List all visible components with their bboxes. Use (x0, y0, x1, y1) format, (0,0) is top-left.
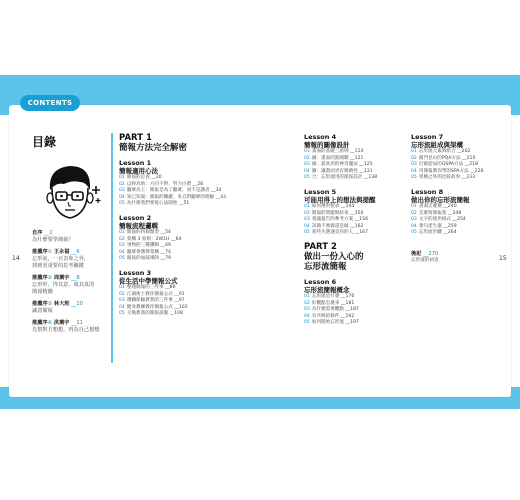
foreword-page: 11 (76, 320, 83, 326)
foreword-page: 6 (76, 249, 80, 255)
lesson-heading[interactable] (304, 188, 404, 204)
toc-entry[interactable]: 03 文字的使用格式 __254 (411, 217, 466, 223)
part-label: PART 2 (304, 241, 337, 252)
toc-entry[interactable]: 03 聽眾為王：簡報是為了聽眾，而不是講者 __34 (119, 188, 222, 194)
toc-entry[interactable]: 04 圖：讓畫面更有吸睛性 __131 (304, 168, 373, 174)
foreword-list (32, 230, 108, 339)
toc-entry[interactable]: 03 會議報告的參考方案 __156 (304, 217, 369, 223)
afterword-page: __270 (423, 250, 439, 257)
toc-entry[interactable]: 04 會句產生器 __259 (411, 223, 457, 229)
part-label: PART 1 (119, 133, 152, 143)
toc-column-3 (411, 133, 506, 265)
toc-entry[interactable]: 02 江湖術士教你簡報公式 __91 (119, 291, 185, 297)
toc-entry[interactable]: 01 忘形流元素與組合 __202 (411, 149, 471, 154)
foreword-preface[interactable]: 自序 __2 為什麼要學簡報？ (32, 230, 108, 244)
toc-entry[interactable]: 02 以終為始：方向不對，努力白費 __28 (119, 181, 204, 187)
toc-entry[interactable]: 01 畫面的基礎三原則 __114 (304, 149, 364, 154)
toc-entry[interactable]: 02 簡報的問題與結束 __150 (304, 210, 364, 216)
lesson-heading[interactable] (304, 133, 404, 149)
lesson-label: Lesson 4 (304, 133, 337, 141)
foreword-label: 自序 (32, 230, 43, 236)
toc-entry[interactable]: 05 為什麼我們要從心法開始 __51 (119, 201, 190, 207)
toc-entry[interactable]: 01 整理簡報的三件事 __86 (119, 284, 176, 290)
toc-entry[interactable]: 03 選購保險教我的三件事 __97 (119, 298, 185, 304)
part-title: 忘形流簡報 (304, 261, 347, 272)
toc-entry[interactable]: 04 健身教練教你簡報公式 __102 (119, 304, 188, 310)
lesson-heading[interactable] (119, 269, 269, 285)
author-illustration-icon (40, 160, 104, 226)
lesson-label: Lesson 5 (304, 187, 337, 196)
toc-entry[interactable]: 03 事物的三種邏輯 __69 (119, 243, 171, 249)
lesson-label: Lesson 7 (411, 133, 444, 141)
toc-entry[interactable]: 05 如何開始忘形流 __197 (304, 320, 359, 326)
lesson-title: 簡報流程邏輯 (119, 221, 158, 230)
lesson-title: 從生活中學簡報公式 (119, 276, 178, 285)
lesson-title: 簡報適用心法 (119, 167, 158, 175)
toc-entry[interactable]: 04 有共鳴的條件 __192 (304, 313, 355, 319)
toc-entry[interactable]: 01 簡報的四個類型 __54 (119, 229, 171, 235)
foreword-sub: 找到更重要的思考關鍵 (32, 263, 84, 269)
lesson-title: 忘形流簡報概念 (304, 285, 350, 294)
foreword-label: 推薦序 (32, 275, 48, 281)
foreword-sub: 先幫對方想想，再為自己想想 (32, 327, 100, 333)
foreword-page: 2 (49, 230, 53, 236)
toc-entry[interactable]: 01 簡報的定義 __20 (119, 175, 162, 180)
toc-entry[interactable]: 02 怎麼寫簡報架 __248 (411, 210, 462, 216)
afterword-label: 後記 (411, 250, 422, 257)
toc-entry[interactable]: 05 架構之外的比較故事 __233 (411, 175, 476, 181)
foreword-sub: 誠意簡報 (32, 308, 53, 314)
toc-entry[interactable]: 04 知己知彼：簡報的關鍵，來自對聽眾的理解 __43 (119, 194, 227, 200)
toc-column-1 (119, 133, 269, 318)
part-title: 做出一份入心的 (304, 251, 364, 262)
toc-entry[interactable]: 05 忘形流步驟 __264 (411, 230, 457, 236)
foreword-person: 周震宇 (53, 275, 70, 281)
toc-column-2 (304, 133, 404, 327)
foreword-person: 林大班 (53, 301, 70, 307)
foreword-page: 10 (76, 301, 83, 307)
foreword-sub: 忘形形，得其意，成其真的 (32, 282, 95, 288)
foreword-sub: 為什麼要學簡報？ (32, 237, 74, 243)
toc-entry[interactable]: 04 該做不要做還是做 __162 (304, 223, 364, 229)
lesson-label: Lesson 8 (411, 187, 444, 196)
toc-entry[interactable]: 01 如何選對製表 __144 (304, 203, 355, 209)
toc-entry[interactable]: 05 簡報的加減乘除 __79 (119, 256, 171, 262)
page-number-right: 15 (499, 255, 507, 262)
toc-entry[interactable]: 01 忘形流是什麼 __176 (304, 293, 355, 299)
toc-title: 目錄 (32, 135, 57, 149)
lesson-heading[interactable] (119, 159, 269, 175)
foreword-person: 洪震宇 (53, 320, 70, 326)
foreword-recommend-1[interactable]: 推薦序① 王永福 __6 忘形流，一百表象之外， 找到更重要的思考關鍵 (32, 249, 108, 270)
foreword-page: 8 (76, 275, 80, 281)
lesson-title: 簡報的圖像設計 (304, 141, 350, 149)
foreword-label: 推薦序 (32, 301, 48, 307)
toc-entry[interactable]: 04 聽眾會選擇架構 __74 (119, 249, 171, 255)
page-number-left: 14 (12, 255, 20, 262)
foreword-person: 王永福 (53, 249, 70, 255)
toc-entry[interactable]: 03 綠：最高用的神奇魔法 __125 (304, 162, 373, 168)
contents-badge: CONTENTS (20, 95, 80, 111)
afterword-sub: 忘形流的初衷 (411, 257, 439, 263)
foreword-sub: 簡報精髓 (32, 289, 53, 295)
foreword-recommend-4[interactable]: 推薦序④ 洪震宇 __11 先幫對方想想，再為自己想想 (32, 320, 108, 334)
foreword-label: 推薦序 (32, 320, 48, 326)
toc-entry[interactable]: 05 合：忘形流用的簡報設計 __138 (304, 175, 378, 181)
column-divider (111, 133, 113, 363)
lesson-heading[interactable] (411, 188, 506, 204)
lesson-label: Lesson 3 (119, 268, 152, 277)
toc-entry[interactable]: 02 開門見山的PQA方法 __210 (411, 155, 476, 161)
toc-entry[interactable]: 02 圖：畫面的點閱數 __121 (304, 155, 364, 161)
toc-entry[interactable]: 02 好觀點怎麼來 __181 (304, 300, 355, 306)
afterword-entry[interactable] (411, 251, 506, 258)
toc-entry[interactable]: 02 架構 3 原則：2W1H __64 (119, 236, 182, 242)
foreword-sub: 忘形流，一百表象之外， (32, 256, 90, 262)
lesson-label: Lesson 2 (119, 213, 152, 222)
toc-entry[interactable]: 04 用簡報教你學的SPA方法 __226 (411, 168, 484, 174)
lesson-title: 忘形流組成與架構 (411, 141, 463, 149)
toc-entry[interactable]: 03 打破從局的QSPA方法 __218 (411, 162, 478, 168)
lesson-title: 做出你的忘形流簡報 (411, 195, 470, 204)
toc-entry[interactable]: 03 為什麼需要觀點 __187 (304, 307, 359, 313)
toc-entry[interactable]: 01 書頭怎麼選 __240 (411, 203, 457, 209)
lesson-label: Lesson 1 (119, 159, 152, 167)
lesson-heading[interactable] (119, 214, 269, 230)
foreword-recommend-2[interactable]: 推薦序② 周震宇 __8 忘形形，得其意，成其真的 簡報精髓 (32, 275, 108, 296)
lesson-title: 可能用得上的想法與提醒 (304, 195, 376, 204)
toc-entry[interactable]: 05 交換教我的簡報說服 __108 (119, 311, 184, 317)
lesson-heading[interactable] (411, 133, 506, 149)
foreword-label: 推薦序 (32, 249, 48, 255)
part-title: 簡報方法完全解密 (119, 143, 188, 153)
lesson-heading[interactable] (304, 278, 404, 294)
lesson-label: Lesson 6 (304, 277, 337, 286)
foreword-recommend-3[interactable]: 推薦序③ 林大班 __10 誠意簡報 (32, 301, 108, 315)
toc-entry[interactable]: 05 那些失態遇見你的人 __167 (304, 230, 369, 236)
